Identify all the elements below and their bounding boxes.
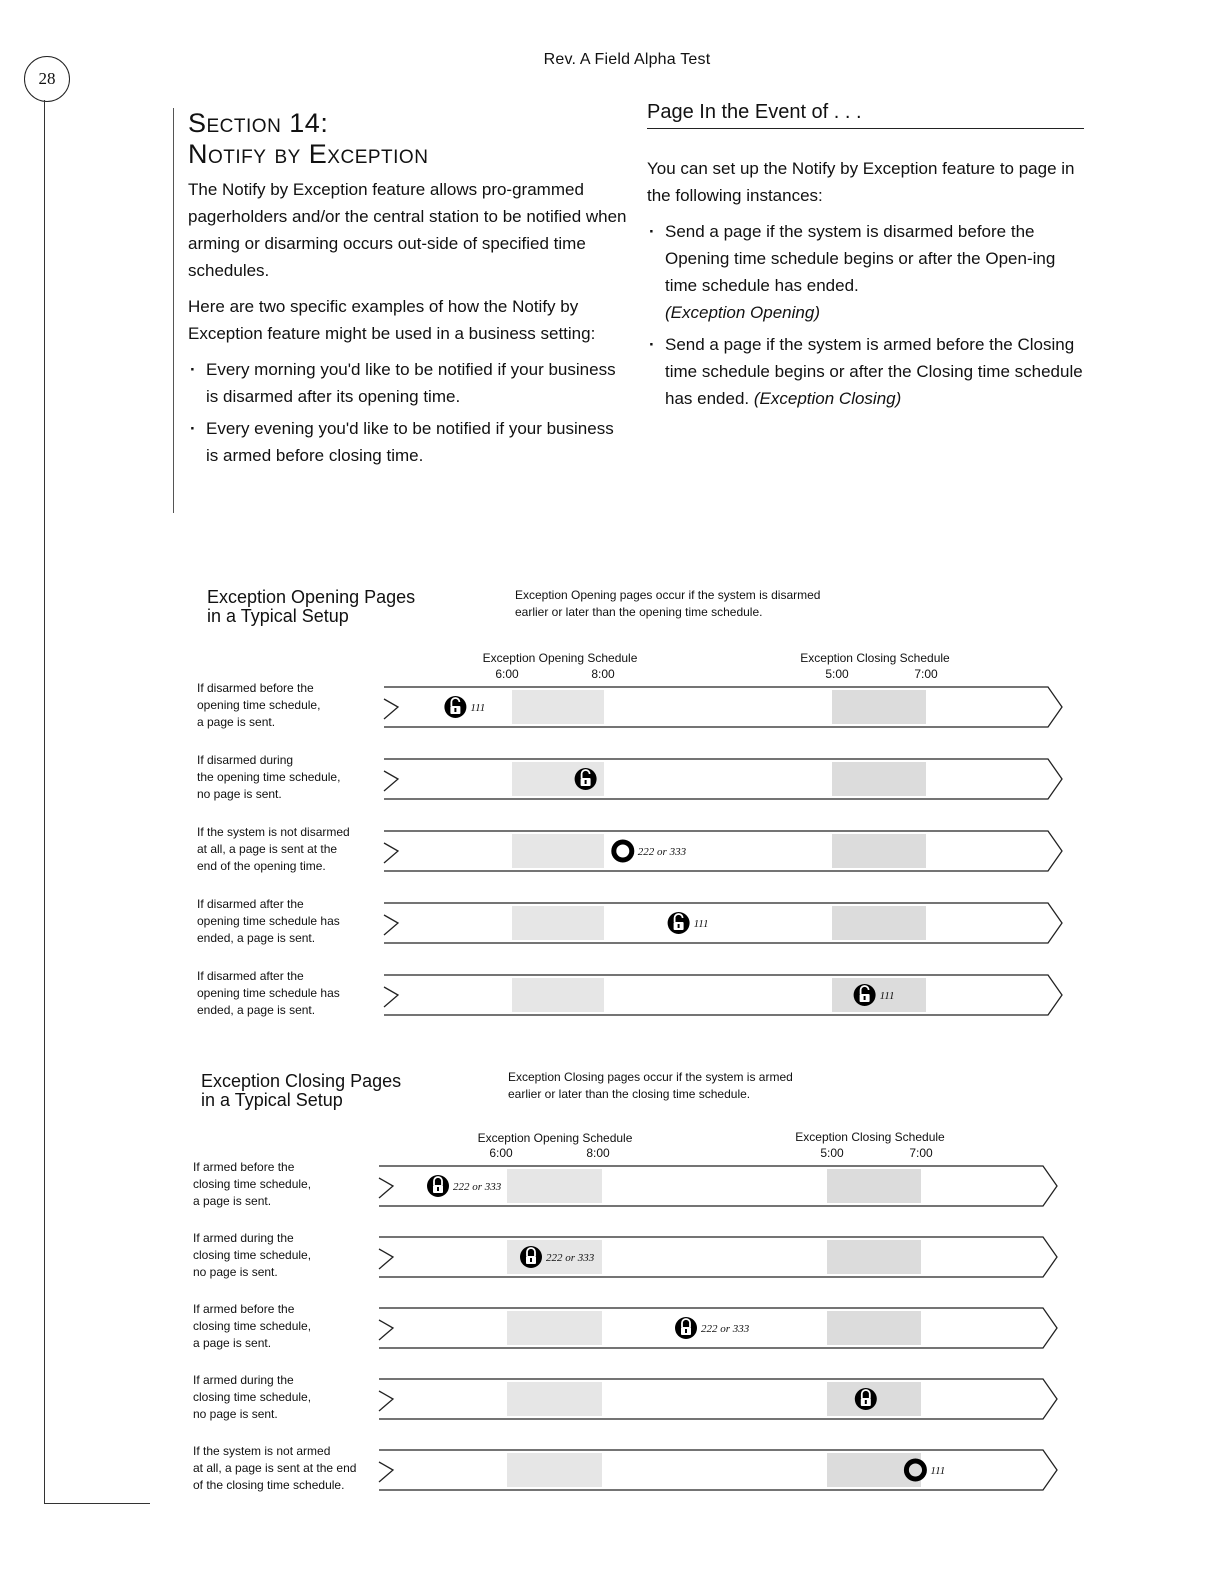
time-label: 5:00	[825, 667, 849, 681]
opening-schedule-zone	[507, 1169, 602, 1203]
intro-text	[188, 176, 628, 474]
page-event-text	[647, 155, 1087, 417]
row-label	[197, 752, 340, 803]
lock-icon	[675, 1317, 697, 1339]
timeline-band	[377, 1378, 1077, 1422]
page-code-label: 222 or 333	[453, 1181, 502, 1193]
time-label: 6:00	[489, 1146, 513, 1160]
unlock-icon	[575, 768, 597, 790]
page-code-label: 222 or 333	[546, 1252, 595, 1264]
closing-schedule-zone	[832, 906, 926, 940]
opening-diagram-note	[515, 587, 820, 621]
time-label: 8:00	[586, 1146, 610, 1160]
timeline-band	[382, 830, 1082, 874]
opening-title-line2: in a Typical Setup	[207, 606, 349, 626]
opening-schedule-zone	[512, 690, 604, 724]
opening-schedule-zone	[512, 834, 604, 868]
timeline-band	[382, 758, 1082, 802]
row-label	[197, 680, 320, 731]
row-label-line: closing time schedule,	[193, 1248, 312, 1262]
closing-schedule-zone	[827, 1240, 921, 1274]
closing-schedule-zone	[832, 834, 926, 868]
intro-bullets	[188, 356, 628, 469]
page-event-bullet	[647, 218, 1087, 326]
page-code-label: 111	[879, 990, 895, 1002]
closing-schedule-zone	[832, 690, 926, 724]
row-label-line: If disarmed after the	[197, 897, 304, 911]
running-header: Rev. A Field Alpha Test	[543, 51, 711, 68]
row-label-line: end of the opening time.	[197, 859, 326, 873]
intro-paragraph-1: The Notify by Exception feature allows pro-grammed pagerholders and/or the central station to be notified when arming or disarming occurs out-side of specified time schedules.	[188, 180, 627, 280]
band-outline	[384, 759, 1062, 799]
lock-icon	[427, 1175, 449, 1197]
page-event-paragraph: You can set up the Notify by Exception feature to page in the following instances:	[647, 159, 1075, 205]
bullet-note: (Exception Opening)	[665, 303, 820, 322]
opening-title-line1: Exception Opening Pages	[207, 587, 416, 607]
band-outline	[379, 1379, 1057, 1419]
page-code-label: 111	[693, 918, 709, 930]
row-label-line: If armed during the	[193, 1231, 294, 1245]
row-label-line: a page is sent.	[193, 1194, 272, 1208]
timeline-band	[377, 1307, 1077, 1351]
closing-schedule-zone	[827, 1169, 921, 1203]
row-label-line: If disarmed after the	[197, 969, 304, 983]
row-label-line: ended, a page is sent.	[197, 931, 316, 945]
band-outline	[384, 903, 1062, 943]
row-label-line: no page is sent.	[193, 1265, 278, 1279]
row-label-line: at all, a page is sent at the	[197, 842, 338, 856]
ring-icon	[614, 842, 632, 860]
opening-note-line1: Exception Opening pages occur if the system is disarmed	[515, 588, 821, 602]
section-title-line1: Section 14:	[188, 108, 329, 138]
intro-bullet: · Every evening you'd like to be notified if your business is armed before closing time.	[188, 415, 628, 469]
bullet-text: Send a page if the system is disarmed before the Opening time schedule begins or after the Open-ing time schedule has ended.	[665, 222, 1056, 295]
opening-schedule-zone	[507, 1382, 602, 1416]
page-event-bullet	[647, 331, 1087, 412]
time-label: 7:00	[914, 667, 938, 681]
page-event-bullets	[647, 218, 1087, 412]
unlock-icon	[854, 984, 876, 1006]
row-label	[197, 968, 340, 1019]
row-label	[197, 896, 340, 947]
margin-foot-rule	[44, 1503, 150, 1504]
closing-title-line2: in a Typical Setup	[201, 1090, 343, 1110]
row-label-line: a page is sent.	[197, 715, 276, 729]
row-label-line: ended, a page is sent.	[197, 1003, 316, 1017]
band-notch	[379, 1320, 393, 1340]
bullet-text: Send a page if the system is armed before the Closing time schedule begins or after the Closing time schedule has ended.	[665, 335, 1083, 408]
time-label: 5:00	[820, 1146, 844, 1160]
band-notch	[384, 987, 398, 1007]
opening-schedule-zone	[512, 978, 604, 1012]
row-label	[197, 824, 350, 875]
timeline-band	[382, 686, 1082, 730]
opening-note-line2: earlier or later than the opening time schedule.	[515, 605, 763, 619]
time-label: 7:00	[909, 1146, 933, 1160]
row-label-line: opening time schedule has	[197, 986, 340, 1000]
closing-diagram-note	[508, 1069, 793, 1103]
opening-schedule-label: Exception Opening Schedule	[477, 1131, 633, 1145]
page-number: 28	[24, 56, 70, 102]
lock-icon	[520, 1246, 542, 1268]
band-notch	[384, 843, 398, 863]
row-label-line: If the system is not armed	[193, 1444, 331, 1458]
row-label-line: opening time schedule,	[197, 698, 321, 712]
timeline-band	[377, 1236, 1077, 1280]
timeline-band	[377, 1165, 1077, 1209]
timeline-band	[377, 1449, 1077, 1493]
row-label-line: a page is sent.	[193, 1336, 272, 1350]
timeline-band	[382, 902, 1082, 946]
band-notch	[384, 915, 398, 935]
row-label	[193, 1443, 356, 1494]
margin-rule	[44, 100, 45, 1504]
closing-schedule-zone	[827, 1311, 921, 1345]
row-label-line: opening time schedule has	[197, 914, 340, 928]
band-outline	[379, 1237, 1057, 1277]
row-label-line: If armed before the	[193, 1302, 295, 1316]
page-event-title: Page In the Event of . . .	[647, 101, 1084, 129]
unlock-icon	[444, 696, 466, 718]
band-outline	[379, 1450, 1057, 1490]
row-label-line: the opening time schedule,	[197, 770, 341, 784]
closing-note-line2: earlier or later than the closing time schedule.	[508, 1087, 751, 1101]
section-title-line2: Notify by Exception	[188, 139, 429, 169]
row-label-line: If the system is not disarmed	[197, 825, 350, 839]
page-code-label: 222 or 333	[637, 846, 687, 858]
page-code-label: 111	[930, 1465, 946, 1477]
opening-schedule-zone	[507, 1453, 602, 1487]
bullet-note: (Exception Closing)	[753, 389, 902, 408]
page-code-label: 222 or 333	[701, 1323, 750, 1335]
unlock-icon	[668, 912, 690, 934]
band-notch	[384, 699, 398, 719]
row-label-line: closing time schedule,	[193, 1177, 312, 1191]
row-label-line: If disarmed before the	[197, 681, 314, 695]
timeline-band	[382, 974, 1082, 1018]
opening-diagram-title	[207, 588, 415, 626]
section-title	[188, 108, 628, 170]
row-label-line: closing time schedule,	[193, 1390, 312, 1404]
lock-icon	[855, 1388, 877, 1410]
closing-schedule-label: Exception Closing Schedule	[800, 651, 950, 665]
page-code-label: 111	[470, 702, 486, 714]
closing-schedule-zone	[832, 762, 926, 796]
closing-title-line1: Exception Closing Pages	[201, 1071, 402, 1091]
opening-schedule-zone	[507, 1311, 602, 1345]
row-label	[193, 1159, 311, 1210]
row-label	[193, 1230, 311, 1281]
opening-schedule-label: Exception Opening Schedule	[482, 651, 638, 665]
row-label-line: no page is sent.	[193, 1407, 278, 1421]
row-label	[193, 1372, 311, 1423]
band-notch	[379, 1178, 393, 1198]
row-label-line: If armed during the	[193, 1373, 294, 1387]
closing-diagram-title	[201, 1072, 401, 1110]
row-label	[193, 1301, 311, 1352]
band-notch	[384, 771, 398, 791]
row-label-line: closing time schedule,	[193, 1319, 312, 1333]
band-outline	[384, 831, 1062, 871]
band-notch	[379, 1391, 393, 1411]
intro-paragraph-2: Here are two specific examples of how the Notify by Exception feature might be used in a business setting:	[188, 297, 596, 343]
row-label-line: no page is sent.	[197, 787, 282, 801]
section-rule	[173, 108, 174, 513]
band-outline	[384, 687, 1062, 727]
row-label-line: of the closing time schedule.	[193, 1478, 345, 1492]
time-label: 6:00	[495, 667, 519, 681]
row-label-line: at all, a page is sent at the end	[193, 1461, 357, 1475]
row-label-line: If disarmed during	[197, 753, 294, 767]
row-label-line: If armed before the	[193, 1160, 295, 1174]
band-outline	[384, 975, 1062, 1015]
intro-bullet: · Every morning you'd like to be notified if your business is disarmed after its opening time.	[188, 356, 628, 410]
band-notch	[379, 1462, 393, 1482]
time-label: 8:00	[591, 667, 615, 681]
closing-note-line1: Exception Closing pages occur if the system is armed	[508, 1070, 793, 1084]
closing-schedule-label: Exception Closing Schedule	[795, 1130, 945, 1144]
band-notch	[379, 1249, 393, 1269]
opening-schedule-zone	[512, 906, 604, 940]
